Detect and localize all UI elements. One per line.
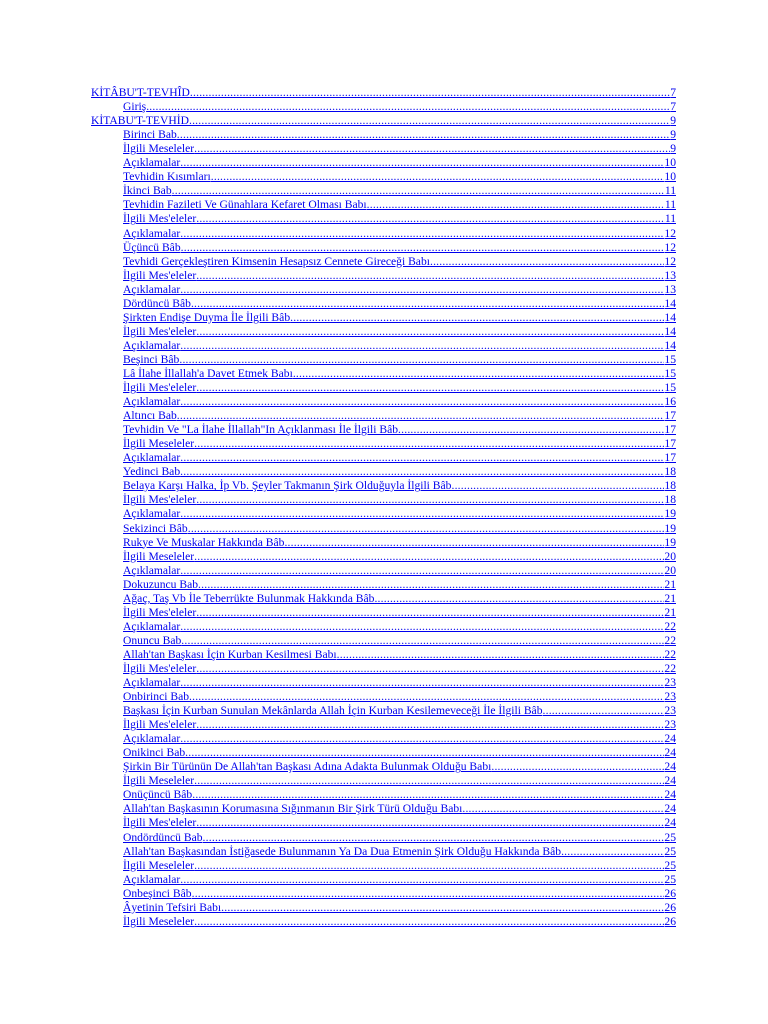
- toc-entry[interactable]: [91, 746, 676, 760]
- toc-page-number: 13: [664, 282, 676, 296]
- toc-entry-title: Açıklamalar: [123, 563, 181, 577]
- toc-page-number: 24: [664, 788, 676, 802]
- toc-dot-leader: [196, 606, 664, 620]
- toc-page-number: 23: [664, 718, 676, 732]
- toc-dot-leader: [180, 465, 664, 479]
- toc-dot-leader: [196, 718, 664, 732]
- toc-entry[interactable]: [91, 704, 676, 718]
- toc-entry[interactable]: [91, 212, 676, 226]
- toc-dot-leader: [180, 564, 664, 578]
- toc-entry-title: Dördüncü Bâb: [123, 296, 191, 310]
- toc-page-number: 17: [664, 437, 676, 451]
- toc-entry[interactable]: [91, 718, 676, 732]
- toc-dot-leader: [561, 845, 664, 859]
- toc-dot-leader: [192, 887, 665, 901]
- toc-entry[interactable]: [91, 859, 676, 873]
- toc-entry-title: İkinci Bab: [123, 184, 172, 198]
- toc-entry-title: Dokuzuncu Bab: [123, 577, 199, 591]
- toc-entry[interactable]: [91, 451, 676, 465]
- toc-dot-leader: [180, 227, 664, 241]
- toc-entry[interactable]: [91, 479, 676, 493]
- toc-page-number: 11: [664, 184, 676, 198]
- toc-entry-title: İlgili Meseleler: [123, 914, 195, 928]
- toc-dot-leader: [188, 522, 665, 536]
- toc-entry-title: KİTÂBU'T-TEVHÎD: [91, 86, 190, 100]
- toc-entry[interactable]: [91, 634, 676, 648]
- toc-entry[interactable]: [91, 760, 676, 774]
- toc-entry-title: Açıklamalar: [123, 156, 181, 170]
- toc-page-number: 7: [670, 100, 676, 114]
- toc-entry[interactable]: [91, 816, 676, 830]
- toc-dot-leader: [196, 816, 664, 830]
- toc-entry-title: İlgili Mes'eleler: [123, 381, 197, 395]
- toc-entry[interactable]: [91, 381, 676, 395]
- toc-entry-title: İlgili Meseleler: [123, 774, 195, 788]
- toc-dot-leader: [491, 760, 664, 774]
- toc-page-number: 26: [664, 914, 676, 928]
- toc-page-number: 9: [670, 128, 676, 142]
- toc-dot-leader: [543, 704, 665, 718]
- toc-entry-title: Başkası İçin Kurban Sunulan Mekânlarda Allah İçin Kurban Kesilemeveceği İle İlgili Bâb: [123, 704, 543, 718]
- toc-dot-leader: [203, 831, 665, 845]
- toc-dot-leader: [180, 873, 664, 887]
- toc-entry[interactable]: [91, 465, 676, 479]
- toc-dot-leader: [180, 620, 664, 634]
- toc-dot-leader: [189, 690, 664, 704]
- toc-page-number: 25: [664, 858, 676, 872]
- toc-entry[interactable]: [91, 269, 676, 283]
- toc-page-number: 24: [664, 760, 676, 774]
- toc-entry-title: Açıklamalar: [123, 872, 181, 886]
- toc-dot-leader: [194, 142, 670, 156]
- toc-entry[interactable]: [91, 325, 676, 339]
- toc-entry[interactable]: [91, 676, 676, 690]
- toc-page-number: 14: [664, 310, 676, 324]
- toc-page-number: 23: [664, 704, 676, 718]
- toc-entry[interactable]: [91, 887, 676, 901]
- toc-entry-title: Açıklamalar: [123, 395, 181, 409]
- toc-dot-leader: [290, 311, 664, 325]
- toc-dot-leader: [196, 212, 665, 226]
- toc-page-number: 12: [664, 254, 676, 268]
- toc-dot-leader: [196, 269, 664, 283]
- toc-page-number: 24: [664, 774, 676, 788]
- toc-entry-title: Rukye Ve Muskalar Hakkında Bâb: [123, 535, 285, 549]
- toc-dot-leader: [191, 297, 664, 311]
- toc-page-number: 10: [664, 170, 676, 184]
- toc-entry[interactable]: [91, 578, 676, 592]
- toc-dot-leader: [146, 100, 670, 114]
- toc-dot-leader: [211, 170, 665, 184]
- toc-dot-leader: [196, 325, 664, 339]
- toc-entry-title: Onikinci Bab: [123, 746, 186, 760]
- toc-entry-title: Açıklamalar: [123, 507, 181, 521]
- toc-entry-title: Açıklamalar: [123, 226, 181, 240]
- toc-entry-title: Lâ İlahe İllallah'a Davet Etmek Babı: [123, 366, 293, 380]
- toc-entry[interactable]: [91, 339, 676, 353]
- toc-entry[interactable]: [91, 367, 676, 381]
- toc-entry[interactable]: [91, 493, 676, 507]
- toc-entry[interactable]: [91, 662, 676, 676]
- toc-entry-title: İlgili Mes'eleler: [123, 605, 197, 619]
- toc-page-number: 14: [664, 324, 676, 338]
- toc-dot-leader: [180, 339, 664, 353]
- toc-dot-leader: [451, 479, 664, 493]
- toc-page-number: 20: [664, 563, 676, 577]
- toc-entry[interactable]: [91, 845, 676, 859]
- toc-entry[interactable]: [91, 732, 676, 746]
- toc-page-number: 26: [664, 900, 676, 914]
- table-of-contents: [91, 86, 676, 929]
- toc-entry-title: İlgili Mes'eleler: [123, 212, 197, 226]
- toc-entry[interactable]: [91, 255, 676, 269]
- toc-entry-title: Onuncu Bab: [123, 633, 182, 647]
- toc-dot-leader: [180, 451, 664, 465]
- toc-entry-title: Tevhidin Ve "La İlahe İllallah"In Açıklanması İle İlgili Bâb: [123, 423, 399, 437]
- toc-entry-title: Onbirinci Bab: [123, 690, 190, 704]
- toc-entry-title: Şirkin Bir Türünün De Allah'tan Başkası Adına Adakta Bulunmak Olduğu Babı: [123, 760, 492, 774]
- toc-entry[interactable]: [91, 550, 676, 564]
- toc-entry[interactable]: [91, 184, 676, 198]
- toc-page-number: 16: [664, 395, 676, 409]
- toc-entry[interactable]: [91, 592, 676, 606]
- toc-dot-leader: [180, 507, 664, 521]
- toc-entry-title: Ağaç, Taş Vb İle Teberrükte Bulunmak Hakkında Bâb: [123, 591, 375, 605]
- toc-dot-leader: [180, 395, 664, 409]
- toc-page-number: 23: [664, 690, 676, 704]
- toc-dot-leader: [181, 241, 665, 255]
- toc-entry[interactable]: [91, 409, 676, 423]
- toc-dot-leader: [180, 676, 664, 690]
- toc-entry[interactable]: [91, 86, 676, 100]
- toc-dot-leader: [367, 198, 665, 212]
- toc-entry[interactable]: [91, 774, 676, 788]
- toc-dot-leader: [462, 802, 664, 816]
- toc-dot-leader: [194, 774, 664, 788]
- toc-entry-title: Yedinci Bab: [123, 465, 181, 479]
- toc-dot-leader: [374, 592, 664, 606]
- toc-page-number: 15: [664, 366, 676, 380]
- toc-entry-title: İlgili Mes'eleler: [123, 493, 197, 507]
- toc-entry-title: Allah'tan Başkasının Korumasına Sığınmanın Bir Şirk Türü Olduğu Babı: [123, 802, 463, 816]
- toc-dot-leader: [221, 901, 664, 915]
- toc-entry[interactable]: [91, 283, 676, 297]
- toc-dot-leader: [180, 283, 664, 297]
- toc-entry-title: İlgili Meseleler: [123, 858, 195, 872]
- toc-page-number: 19: [664, 521, 676, 535]
- toc-entry[interactable]: [91, 648, 676, 662]
- toc-entry-title: Açıklamalar: [123, 619, 181, 633]
- toc-page-number: 15: [664, 352, 676, 366]
- toc-dot-leader: [337, 648, 665, 662]
- toc-dot-leader: [284, 536, 664, 550]
- toc-entry[interactable]: [91, 156, 676, 170]
- toc-page-number: 26: [664, 886, 676, 900]
- toc-entry-title: İlgili Mes'eleler: [123, 661, 197, 675]
- toc-entry-title: Altıncı Bab: [123, 409, 177, 423]
- toc-page-number: 19: [664, 535, 676, 549]
- toc-page-number: 14: [664, 338, 676, 352]
- toc-page-number: 24: [664, 746, 676, 760]
- toc-entry[interactable]: [91, 915, 676, 929]
- toc-entry[interactable]: [91, 606, 676, 620]
- toc-page-number: 24: [664, 816, 676, 830]
- toc-entry-title: İlgili Meseleler: [123, 549, 195, 563]
- toc-dot-leader: [194, 915, 664, 929]
- toc-entry[interactable]: [91, 395, 676, 409]
- toc-dot-leader: [180, 732, 664, 746]
- toc-entry[interactable]: [91, 142, 676, 156]
- toc-dot-leader: [177, 409, 665, 423]
- toc-entry[interactable]: [91, 507, 676, 521]
- toc-dot-leader: [172, 184, 665, 198]
- toc-dot-leader: [198, 578, 664, 592]
- toc-entry[interactable]: [91, 114, 676, 128]
- toc-entry[interactable]: [91, 536, 676, 550]
- toc-entry-title: Açıklamalar: [123, 732, 181, 746]
- toc-page-number: 10: [664, 156, 676, 170]
- toc-dot-leader: [180, 156, 664, 170]
- toc-entry[interactable]: [91, 423, 676, 437]
- toc-entry-title: İlgili Mes'eleler: [123, 816, 197, 830]
- toc-entry-title: İlgili Meseleler: [123, 437, 195, 451]
- toc-page-number: 15: [664, 381, 676, 395]
- toc-entry[interactable]: [91, 198, 676, 212]
- toc-page-number: 20: [664, 549, 676, 563]
- toc-page-number: 24: [664, 802, 676, 816]
- toc-entry-title: Açıklamalar: [123, 676, 181, 690]
- toc-dot-leader: [398, 423, 664, 437]
- toc-dot-leader: [189, 114, 670, 128]
- toc-page-number: 17: [664, 409, 676, 423]
- toc-entry[interactable]: [91, 830, 676, 844]
- toc-entry-title: Âyetinin Tefsiri Babı: [123, 900, 222, 914]
- toc-entry[interactable]: [91, 226, 676, 240]
- toc-entry[interactable]: [91, 564, 676, 578]
- toc-dot-leader: [179, 353, 664, 367]
- toc-dot-leader: [430, 255, 664, 269]
- toc-dot-leader: [194, 859, 664, 873]
- toc-dot-leader: [196, 493, 664, 507]
- toc-entry-title: Şirkten Endişe Duyma İle İlgili Bâb: [123, 310, 291, 324]
- toc-dot-leader: [196, 662, 664, 676]
- toc-entry-title: Ondördüncü Bab: [123, 830, 203, 844]
- toc-entry-title: Açıklamalar: [123, 451, 181, 465]
- toc-entry[interactable]: [91, 241, 676, 255]
- toc-entry-title: İlgili Mes'eleler: [123, 324, 197, 338]
- toc-page-number: 22: [664, 661, 676, 675]
- toc-dot-leader: [194, 550, 664, 564]
- toc-entry-title: Giriş: [123, 100, 147, 114]
- toc-entry[interactable]: [91, 437, 676, 451]
- toc-dot-leader: [181, 634, 664, 648]
- toc-page-number: 25: [664, 844, 676, 858]
- toc-entry-title: İlgili Mes'eleler: [123, 718, 197, 732]
- toc-entry[interactable]: [91, 901, 676, 915]
- toc-entry-title: Onüçüncü Bâb: [123, 788, 193, 802]
- toc-page-number: 25: [664, 872, 676, 886]
- toc-page-number: 22: [664, 647, 676, 661]
- toc-page-number: 18: [664, 493, 676, 507]
- toc-entry-title: Açıklamalar: [123, 338, 181, 352]
- toc-entry[interactable]: [91, 100, 676, 114]
- toc-page-number: 21: [664, 577, 676, 591]
- toc-page-number: 11: [664, 198, 676, 212]
- toc-entry[interactable]: [91, 690, 676, 704]
- toc-entry-title: Beşinci Bâb: [123, 352, 180, 366]
- toc-entry[interactable]: [91, 802, 676, 816]
- toc-entry-title: Belaya Karşı Halka, İp Vb. Şeyler Takmanın Şirk Olduğuyla İlgili Bâb: [123, 479, 452, 493]
- toc-entry-title: Allah'tan Başkasından İstiğasede Bulunmanın Ya Da Dua Etmenin Şirk Olduğu Hakkında Bâb: [123, 844, 562, 858]
- toc-page-number: 12: [664, 226, 676, 240]
- toc-page-number: 25: [664, 830, 676, 844]
- toc-page-number: 14: [664, 296, 676, 310]
- toc-entry[interactable]: [91, 311, 676, 325]
- toc-page-number: 18: [664, 479, 676, 493]
- toc-dot-leader: [185, 746, 664, 760]
- toc-page-number: 9: [670, 114, 676, 128]
- toc-entry-title: Onbeşinci Bâb: [123, 886, 192, 900]
- toc-dot-leader: [190, 86, 670, 100]
- toc-page-number: 13: [664, 268, 676, 282]
- toc-entry[interactable]: [91, 873, 676, 887]
- toc-entry-title: Açıklamalar: [123, 282, 181, 296]
- toc-entry[interactable]: [91, 297, 676, 311]
- toc-dot-leader: [177, 128, 670, 142]
- toc-entry-title: Tevhidi Gerçekleştiren Kimsenin Hesapsız Cennete Gireceği Babı: [123, 254, 430, 268]
- toc-page-number: 21: [664, 605, 676, 619]
- toc-page-number: 18: [664, 465, 676, 479]
- toc-entry-title: Üçüncü Bâb: [123, 240, 181, 254]
- toc-entry[interactable]: [91, 521, 676, 535]
- toc-page-number: 24: [664, 732, 676, 746]
- toc-entry-title: İlgili Meseleler: [123, 142, 195, 156]
- toc-page-number: 19: [664, 507, 676, 521]
- toc-page-number: 11: [664, 212, 676, 226]
- toc-page-number: 17: [664, 451, 676, 465]
- toc-page-number: 22: [664, 633, 676, 647]
- toc-entry-title: KİTABU'T-TEVHİD: [91, 114, 189, 128]
- toc-entry-title: İlgili Mes'eleler: [123, 268, 197, 282]
- toc-page-number: 12: [664, 240, 676, 254]
- toc-page-number: 9: [670, 142, 676, 156]
- toc-entry[interactable]: [91, 128, 676, 142]
- toc-entry-title: Allah'tan Başkası İçin Kurban Kesilmesi Babı: [123, 647, 337, 661]
- toc-page-number: 17: [664, 423, 676, 437]
- toc-entry-title: Tevhidin Fazileti Ve Günahlara Kefaret Olması Babı: [123, 198, 367, 212]
- toc-dot-leader: [194, 437, 664, 451]
- toc-entry[interactable]: [91, 620, 676, 634]
- toc-page-number: 7: [670, 86, 676, 100]
- toc-page-number: 23: [664, 676, 676, 690]
- toc-dot-leader: [293, 367, 665, 381]
- toc-entry-title: Tevhidin Kısımları: [123, 170, 211, 184]
- toc-entry-title: Sekizinci Bâb: [123, 521, 188, 535]
- toc-entry[interactable]: [91, 788, 676, 802]
- toc-page-number: 22: [664, 619, 676, 633]
- toc-entry[interactable]: [91, 170, 676, 184]
- toc-entry[interactable]: [91, 353, 676, 367]
- toc-dot-leader: [196, 381, 664, 395]
- toc-dot-leader: [192, 788, 664, 802]
- toc-page-number: 21: [664, 591, 676, 605]
- toc-entry-title: Birinci Bab: [123, 128, 177, 142]
